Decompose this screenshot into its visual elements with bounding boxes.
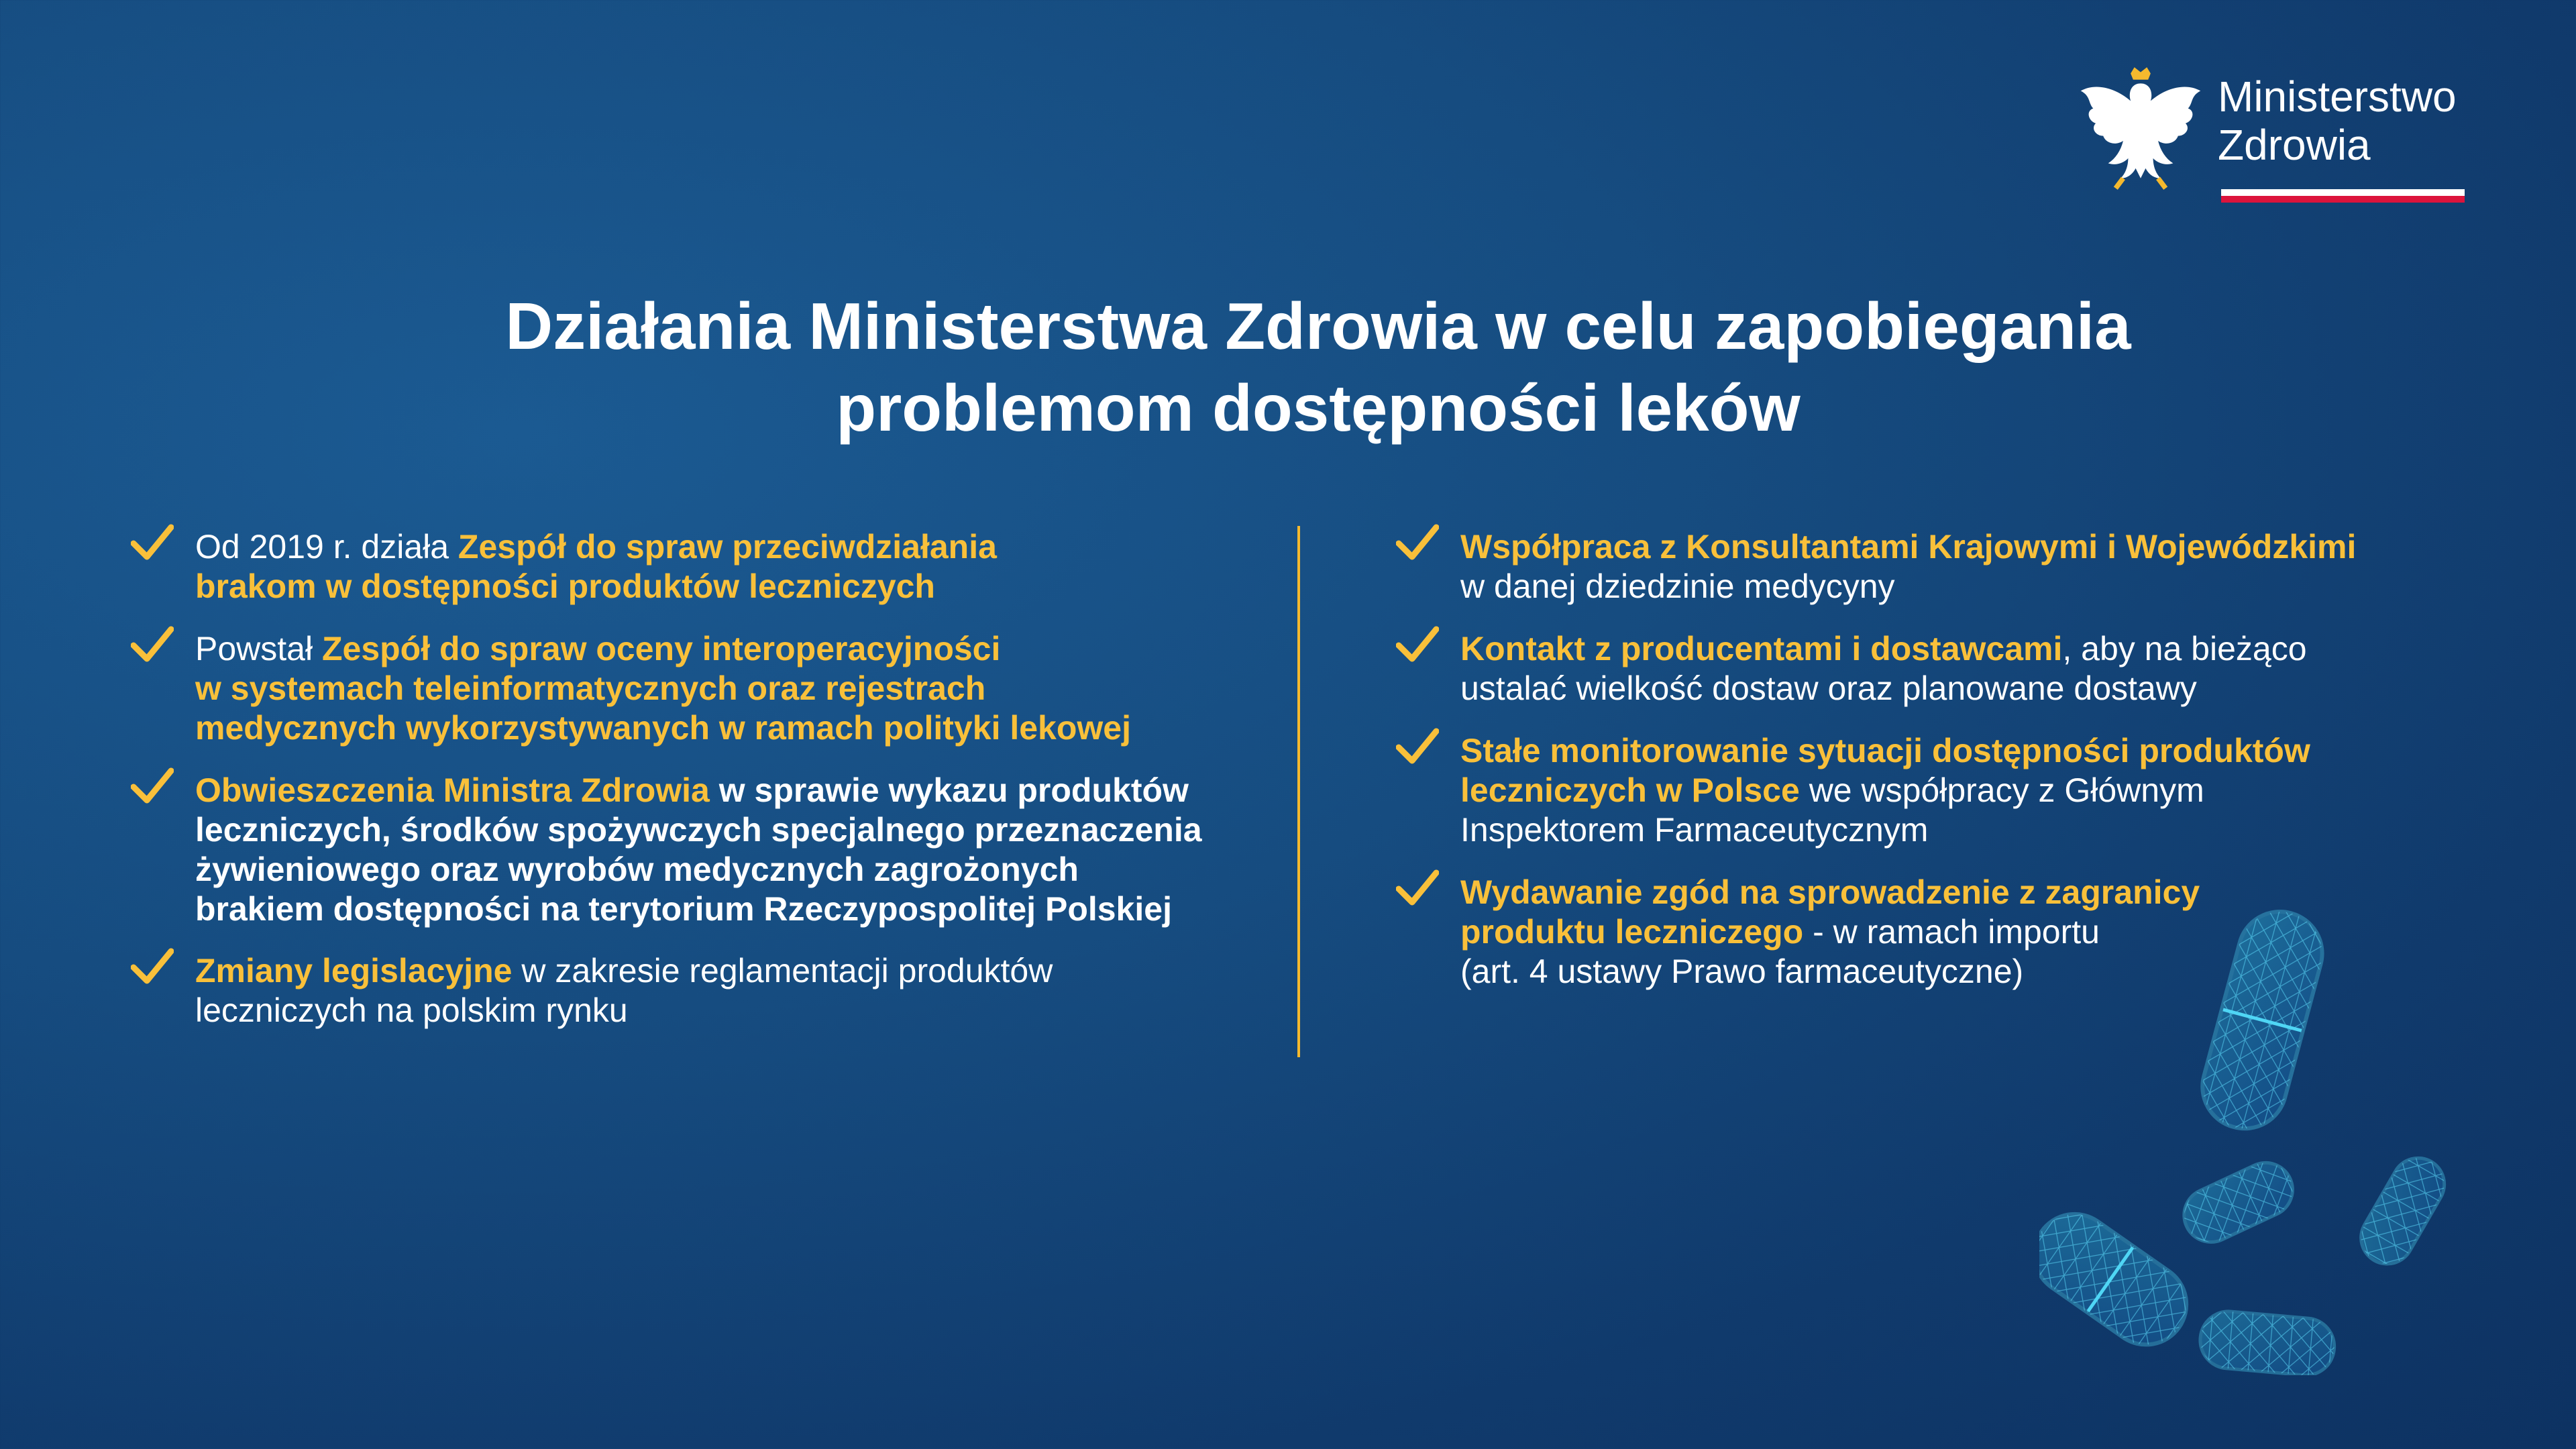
item-text: Inspektorem Farmaceutycznym <box>1460 811 1929 849</box>
item-line <box>195 890 1202 929</box>
logo-line2: Zdrowia <box>2218 121 2371 169</box>
pills-illustration-icon <box>2039 892 2522 1375</box>
list-item <box>195 951 1053 1030</box>
checkmark-icon <box>131 947 174 987</box>
item-text: w danej dziedzinie medycyny <box>1460 568 1895 605</box>
checkmark-icon <box>1396 727 1439 767</box>
item-line <box>1460 669 2307 708</box>
highlighted-text: Kontakt z producentami i dostawcami <box>1460 630 2063 667</box>
highlighted-text: Zespół do spraw oceny interoperacyjności <box>321 630 1001 667</box>
item-line <box>195 850 1202 890</box>
list-item <box>1460 527 2356 606</box>
item-line <box>1460 771 2310 810</box>
highlighted-text: Wydawanie zgód na sprowadzenie z zagranicy <box>1460 873 2200 911</box>
checkmark-icon <box>131 767 174 807</box>
item-line <box>195 810 1202 850</box>
item-line <box>195 567 997 606</box>
ministry-logo <box>2078 66 2481 207</box>
title-line1: Działania Ministerstwa Zdrowia w celu zapobiegania <box>505 289 2131 363</box>
highlighted-text: Stałe monitorowanie sytuacji dostępności produktów <box>1460 732 2310 769</box>
item-line <box>195 771 1202 810</box>
item-text: Powstał <box>195 630 322 667</box>
flag-stripe <box>2221 189 2465 203</box>
item-text: leczniczych na polskim rynku <box>195 991 628 1029</box>
item-line <box>1460 731 2310 771</box>
highlighted-text: w systemach teleinformatycznych oraz rejestrach <box>195 669 986 707</box>
checkmark-icon <box>1396 869 1439 909</box>
column-divider <box>1297 526 1300 1057</box>
title-line2: problemom dostępności leków <box>836 371 1801 445</box>
item-line <box>1460 810 2310 850</box>
highlighted-text: medycznych wykorzystywanych w ramach polityki lekowej <box>195 709 1131 747</box>
item-line <box>1460 567 2356 606</box>
item-line <box>1460 629 2307 669</box>
list-item <box>195 527 997 606</box>
item-line <box>195 991 1053 1030</box>
checkmark-icon <box>131 523 174 564</box>
highlighted-text: Zespół do spraw przeciwdziałania <box>458 528 997 566</box>
page-title <box>0 285 2576 449</box>
checkmark-icon <box>1396 625 1439 665</box>
item-line <box>195 951 1053 991</box>
ministry-name <box>2218 72 2457 169</box>
item-line <box>195 669 1131 708</box>
highlighted-text: produktu leczniczego <box>1460 913 1804 951</box>
highlighted-text: Obwieszczenia Ministra Zdrowia <box>195 771 710 809</box>
highlighted-text: Zmiany legislacyjne <box>195 952 513 989</box>
item-text: leczniczych, środków spożywczych specjalnego przeznaczenia <box>195 811 1202 849</box>
item-text: (art. 4 ustawy Prawo farmaceutyczne) <box>1460 953 2024 990</box>
list-item <box>195 629 1131 748</box>
item-text: ustalać wielkość dostaw oraz planowane dostawy <box>1460 669 2197 707</box>
item-line <box>195 708 1131 748</box>
list-item <box>1460 629 2307 708</box>
item-text: we współpracy z Głównym <box>1799 771 2204 809</box>
checkmark-icon <box>1396 523 1439 564</box>
item-line <box>195 527 997 567</box>
item-line <box>195 629 1131 669</box>
item-text: w zakresie reglamentacji produktów <box>512 952 1053 989</box>
highlighted-text: brakom w dostępności produktów leczniczych <box>195 568 935 605</box>
list-item <box>195 771 1202 929</box>
item-text: Od 2019 r. działa <box>195 528 458 566</box>
eagle-emblem-icon <box>2078 66 2203 197</box>
item-text: , aby na bieżąco <box>2062 630 2307 667</box>
highlighted-text: leczniczych w Polsce <box>1460 771 1800 809</box>
logo-line1: Ministerstwo <box>2218 72 2457 121</box>
item-text: żywieniowego oraz wyrobów medycznych zagrożonych <box>195 851 1079 888</box>
item-text: w sprawie wykazu produktów <box>709 771 1189 809</box>
highlighted-text: Współpraca z Konsultantami Krajowymi i Wojewódzkimi <box>1460 528 2357 566</box>
list-item <box>1460 731 2310 850</box>
item-text: - w ramach importu <box>1803 913 2100 951</box>
item-text: brakiem dostępności na terytorium Rzeczypospolitej Polskiej <box>195 890 1172 928</box>
item-line <box>1460 527 2356 567</box>
checkmark-icon <box>131 625 174 665</box>
